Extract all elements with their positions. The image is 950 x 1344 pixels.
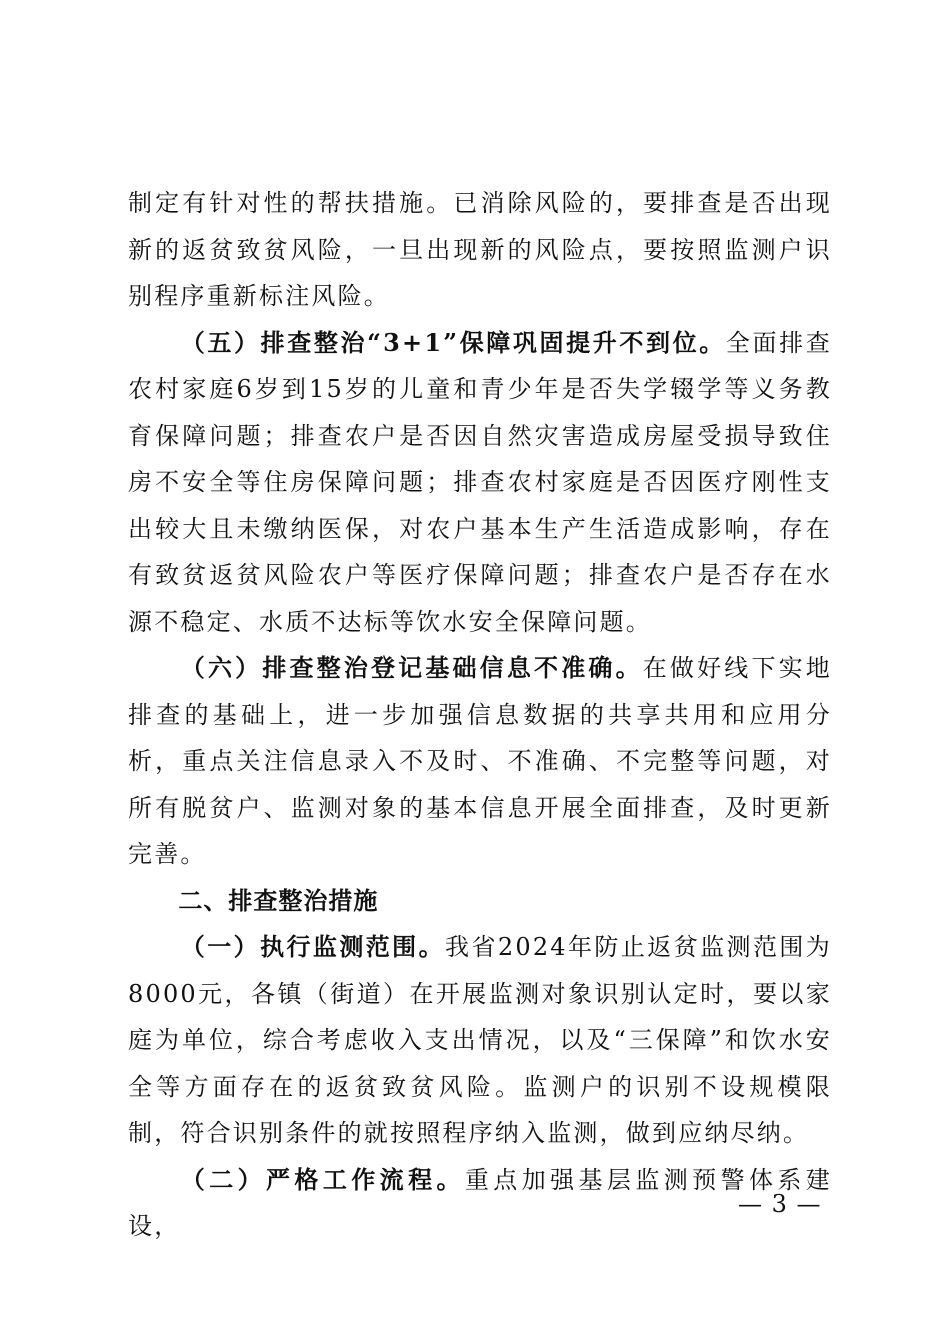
paragraph-text: 在做好线下实地排查的基础上，进一步加强信息数据的共享共用和应用分析，重点关注信息录入不及时、不准确、不完整等问题，对所有脱贫户、监测对象的基本信息开展全面排查，及时更新完善。: [128, 654, 832, 868]
paragraph-text: 我省2024年防止返贫监测范围为8000元，各镇（街道）在开展监测对象识别认定时，要以家庭为单位，综合考虑收入支出情况，以及“三保障”和饮水安全等方面存在的返贫致贫风险。监测户的识别不设规模限制，符合识别条件的就按照程序纳入监测，做到应纳尽纳。: [128, 933, 833, 1147]
paragraph-risk-continuation: [128, 180, 832, 320]
body-text: [128, 180, 832, 1250]
paragraph-lead: （一）执行监测范围。: [180, 932, 446, 961]
paragraph-item-5: [128, 320, 832, 646]
paragraph-measure-1: [128, 924, 832, 1157]
page-number: — 3 —: [738, 1190, 822, 1218]
paragraph-lead: （二）严格工作流程。: [180, 1164, 465, 1194]
paragraph-text: 重点加强基层监测预警体系建设，: [128, 1165, 832, 1240]
section-heading: 二、排查整治措施: [178, 886, 379, 915]
paragraph-measure-2: [128, 1157, 832, 1250]
paragraph-text: 制定有针对性的帮扶措施。已消除风险的，要排查是否出现新的返贫致贫风险，一旦出现新的风险点，要按照监测户识别程序重新标注风险。: [128, 189, 832, 310]
paragraph-lead: （五）排查整治“3+1”保障巩固提升不到位。: [180, 327, 726, 357]
paragraph-item-6: [128, 645, 832, 878]
paragraph-lead: （六）排查整治登记基础信息不准确。: [180, 653, 643, 682]
paragraph-text: 全面排查农村家庭6岁到15岁的儿童和青少年是否失学辍学等义务教育保障问题；排查农户是否因自然灾害造成房屋受损导致住房不安全等住房保障问题；排查农村家庭是否因医疗刚性支出较大且未缴纳医保，对农户基本生产生活造成影响，存在有致贫返贫风险农户等医疗保障问题；排查农户是否存在水源不稳定、水质不达标等饮水安全保障问题。: [128, 328, 832, 636]
